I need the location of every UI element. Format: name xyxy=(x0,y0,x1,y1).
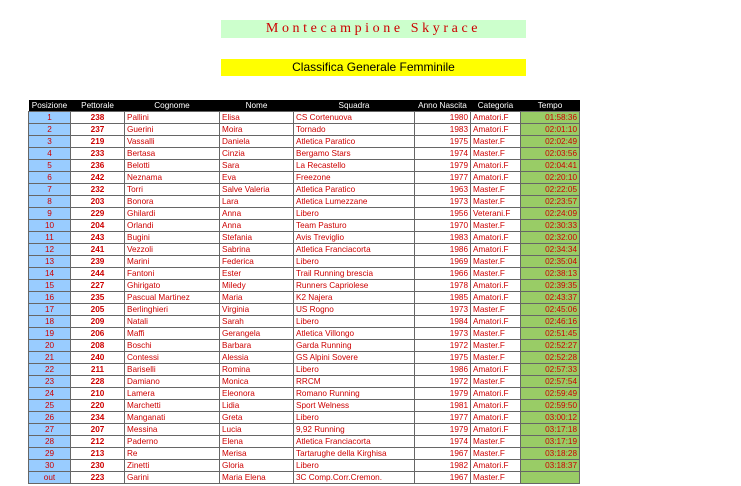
category-cell: Amatori.F xyxy=(471,172,521,184)
name-cell: Sarah xyxy=(220,316,294,328)
time-cell: 02:59:49 xyxy=(521,388,580,400)
position-cell: 5 xyxy=(29,160,71,172)
position-cell: 7 xyxy=(29,184,71,196)
birth-year-cell: 1977 xyxy=(415,172,471,184)
table-row xyxy=(29,292,580,304)
table-row xyxy=(29,472,580,484)
name-cell: Gloria xyxy=(220,460,294,472)
team-cell: Atletica Franciacorta xyxy=(294,244,415,256)
time-cell: 02:24:09 xyxy=(521,208,580,220)
birth-year-cell: 1979 xyxy=(415,424,471,436)
bib-cell: 213 xyxy=(71,448,125,460)
table-row xyxy=(29,244,580,256)
position-cell: 18 xyxy=(29,316,71,328)
birth-year-cell: 1963 xyxy=(415,184,471,196)
position-cell: 21 xyxy=(29,352,71,364)
name-cell: Ester xyxy=(220,268,294,280)
category-cell: Veterani.F xyxy=(471,208,521,220)
birth-year-cell: 1973 xyxy=(415,328,471,340)
time-cell: 03:18:28 xyxy=(521,448,580,460)
bib-cell: 238 xyxy=(71,112,125,124)
surname-cell: Vassalli xyxy=(125,136,220,148)
classification-title: Classifica Generale Femminile xyxy=(221,59,526,76)
surname-cell: Natali xyxy=(125,316,220,328)
col-header-posizione: Posizione xyxy=(29,100,71,112)
birth-year-cell: 1977 xyxy=(415,412,471,424)
name-cell: Maria Elena xyxy=(220,472,294,484)
team-cell: Libero xyxy=(294,316,415,328)
surname-cell: Messina xyxy=(125,424,220,436)
table-row xyxy=(29,280,580,292)
name-cell: Merisa xyxy=(220,448,294,460)
surname-cell: Bugini xyxy=(125,232,220,244)
name-cell: Cinzia xyxy=(220,148,294,160)
team-cell: Bergamo Stars xyxy=(294,148,415,160)
table-row xyxy=(29,208,580,220)
table-row xyxy=(29,160,580,172)
name-cell: Stefania xyxy=(220,232,294,244)
surname-cell: Manganati xyxy=(125,412,220,424)
category-cell: Master.F xyxy=(471,436,521,448)
birth-year-cell: 1979 xyxy=(415,388,471,400)
time-cell: 02:52:27 xyxy=(521,340,580,352)
surname-cell: Contessi xyxy=(125,352,220,364)
race-title: Montecampione Skyrace xyxy=(221,20,526,38)
time-cell: 02:57:33 xyxy=(521,364,580,376)
surname-cell: Bariselli xyxy=(125,364,220,376)
surname-cell: Berlinghieri xyxy=(125,304,220,316)
birth-year-cell: 1970 xyxy=(415,220,471,232)
category-cell: Master.F xyxy=(471,268,521,280)
table-row xyxy=(29,352,580,364)
position-cell: 2 xyxy=(29,124,71,136)
name-cell: Virginia xyxy=(220,304,294,316)
time-cell xyxy=(521,472,580,484)
bib-cell: 241 xyxy=(71,244,125,256)
position-cell: 29 xyxy=(29,448,71,460)
bib-cell: 209 xyxy=(71,316,125,328)
team-cell: Atletica Franciacorta xyxy=(294,436,415,448)
surname-cell: Marini xyxy=(125,256,220,268)
surname-cell: Orlandi xyxy=(125,220,220,232)
surname-cell: Pascual Martinez xyxy=(125,292,220,304)
position-cell: 25 xyxy=(29,400,71,412)
category-cell: Master.F xyxy=(471,376,521,388)
surname-cell: Paderno xyxy=(125,436,220,448)
birth-year-cell: 1975 xyxy=(415,136,471,148)
birth-year-cell: 1975 xyxy=(415,352,471,364)
category-cell: Master.F xyxy=(471,340,521,352)
surname-cell: Lamera xyxy=(125,388,220,400)
name-cell: Eleonora xyxy=(220,388,294,400)
position-cell: 19 xyxy=(29,328,71,340)
position-cell: 28 xyxy=(29,436,71,448)
time-cell: 02:23:57 xyxy=(521,196,580,208)
col-header-pettorale: Pettorale xyxy=(71,100,125,112)
name-cell: Anna xyxy=(220,208,294,220)
category-cell: Master.F xyxy=(471,256,521,268)
category-cell: Amatori.F xyxy=(471,232,521,244)
position-cell: 20 xyxy=(29,340,71,352)
time-cell: 02:38:13 xyxy=(521,268,580,280)
surname-cell: Maffi xyxy=(125,328,220,340)
team-cell: RRCM xyxy=(294,376,415,388)
time-cell: 02:46:16 xyxy=(521,316,580,328)
position-cell: 27 xyxy=(29,424,71,436)
bib-cell: 210 xyxy=(71,388,125,400)
position-cell: 13 xyxy=(29,256,71,268)
team-cell: Atletica Paratico xyxy=(294,184,415,196)
col-header-cognome: Cognome xyxy=(125,100,220,112)
birth-year-cell: 1956 xyxy=(415,208,471,220)
birth-year-cell: 1978 xyxy=(415,280,471,292)
category-cell: Amatori.F xyxy=(471,160,521,172)
position-cell: 9 xyxy=(29,208,71,220)
table-row xyxy=(29,172,580,184)
time-cell: 02:22:05 xyxy=(521,184,580,196)
table-row xyxy=(29,436,580,448)
category-cell: Master.F xyxy=(471,220,521,232)
time-cell: 02:01:10 xyxy=(521,124,580,136)
birth-year-cell: 1974 xyxy=(415,436,471,448)
category-cell: Amatori.F xyxy=(471,316,521,328)
time-cell: 02:35:04 xyxy=(521,256,580,268)
table-row xyxy=(29,340,580,352)
birth-year-cell: 1967 xyxy=(415,472,471,484)
time-cell: 03:00:12 xyxy=(521,412,580,424)
col-header-tempo: Tempo xyxy=(521,100,580,112)
table-row xyxy=(29,460,580,472)
category-cell: Amatori.F xyxy=(471,364,521,376)
name-cell: Sabrina xyxy=(220,244,294,256)
surname-cell: Pallini xyxy=(125,112,220,124)
team-cell: Runners Capriolese xyxy=(294,280,415,292)
name-cell: Eva xyxy=(220,172,294,184)
category-cell: Master.F xyxy=(471,148,521,160)
team-cell: Libero xyxy=(294,412,415,424)
time-cell: 02:32:00 xyxy=(521,232,580,244)
time-cell: 02:02:49 xyxy=(521,136,580,148)
team-cell: Avis Treviglio xyxy=(294,232,415,244)
table-row xyxy=(29,124,580,136)
name-cell: Federica xyxy=(220,256,294,268)
bib-cell: 242 xyxy=(71,172,125,184)
table-row xyxy=(29,400,580,412)
surname-cell: Neznama xyxy=(125,172,220,184)
table-row xyxy=(29,448,580,460)
name-cell: Lucia xyxy=(220,424,294,436)
team-cell: La Recastello xyxy=(294,160,415,172)
time-cell: 01:58:36 xyxy=(521,112,580,124)
team-cell: Libero xyxy=(294,256,415,268)
position-cell: 11 xyxy=(29,232,71,244)
bib-cell: 207 xyxy=(71,424,125,436)
bib-cell: 232 xyxy=(71,184,125,196)
team-cell: Atletica Paratico xyxy=(294,136,415,148)
table-row xyxy=(29,220,580,232)
bib-cell: 203 xyxy=(71,196,125,208)
time-cell: 02:30:33 xyxy=(521,220,580,232)
position-cell: 15 xyxy=(29,280,71,292)
surname-cell: Re xyxy=(125,448,220,460)
bib-cell: 239 xyxy=(71,256,125,268)
position-cell: 14 xyxy=(29,268,71,280)
surname-cell: Belotti xyxy=(125,160,220,172)
surname-cell: Marchetti xyxy=(125,400,220,412)
birth-year-cell: 1974 xyxy=(415,148,471,160)
bib-cell: 234 xyxy=(71,412,125,424)
position-cell: 16 xyxy=(29,292,71,304)
table-row xyxy=(29,268,580,280)
team-cell: GS Alpini Sovere xyxy=(294,352,415,364)
birth-year-cell: 1981 xyxy=(415,400,471,412)
team-cell: Libero xyxy=(294,460,415,472)
birth-year-cell: 1969 xyxy=(415,256,471,268)
birth-year-cell: 1980 xyxy=(415,112,471,124)
category-cell: Master.F xyxy=(471,196,521,208)
results-body xyxy=(29,112,580,484)
team-cell: Libero xyxy=(294,364,415,376)
table-row xyxy=(29,196,580,208)
time-cell: 02:39:35 xyxy=(521,280,580,292)
birth-year-cell: 1986 xyxy=(415,244,471,256)
bib-cell: 223 xyxy=(71,472,125,484)
time-cell: 02:34:34 xyxy=(521,244,580,256)
surname-cell: Boschi xyxy=(125,340,220,352)
table-row xyxy=(29,136,580,148)
bib-cell: 204 xyxy=(71,220,125,232)
table-row xyxy=(29,328,580,340)
name-cell: Alessia xyxy=(220,352,294,364)
bib-cell: 230 xyxy=(71,460,125,472)
bib-cell: 235 xyxy=(71,292,125,304)
surname-cell: Ghirigato xyxy=(125,280,220,292)
bib-cell: 220 xyxy=(71,400,125,412)
team-cell: 9,92 Running xyxy=(294,424,415,436)
table-row xyxy=(29,376,580,388)
category-cell: Amatori.F xyxy=(471,112,521,124)
birth-year-cell: 1979 xyxy=(415,160,471,172)
category-cell: Amatori.F xyxy=(471,424,521,436)
col-header-anno-nascita: Anno Nascita xyxy=(415,100,471,112)
category-cell: Amatori.F xyxy=(471,244,521,256)
team-cell: Garda Running xyxy=(294,340,415,352)
time-cell: 02:59:50 xyxy=(521,400,580,412)
position-cell: 1 xyxy=(29,112,71,124)
bib-cell: 212 xyxy=(71,436,125,448)
name-cell: Salve Valeria xyxy=(220,184,294,196)
bib-cell: 227 xyxy=(71,280,125,292)
name-cell: Romina xyxy=(220,364,294,376)
category-cell: Amatori.F xyxy=(471,388,521,400)
position-cell: 23 xyxy=(29,376,71,388)
col-header-nome: Nome xyxy=(220,100,294,112)
birth-year-cell: 1973 xyxy=(415,304,471,316)
name-cell: Anna xyxy=(220,220,294,232)
time-cell: 03:17:18 xyxy=(521,424,580,436)
table-row xyxy=(29,148,580,160)
position-cell: 4 xyxy=(29,148,71,160)
birth-year-cell: 1967 xyxy=(415,448,471,460)
surname-cell: Bonora xyxy=(125,196,220,208)
position-cell: out xyxy=(29,472,71,484)
time-cell: 02:43:37 xyxy=(521,292,580,304)
name-cell: Gerangela xyxy=(220,328,294,340)
category-cell: Amatori.F xyxy=(471,280,521,292)
table-row xyxy=(29,112,580,124)
col-header-categoria: Categoria xyxy=(471,100,521,112)
category-cell: Master.F xyxy=(471,184,521,196)
bib-cell: 229 xyxy=(71,208,125,220)
surname-cell: Zinetti xyxy=(125,460,220,472)
team-cell: Romano Running xyxy=(294,388,415,400)
birth-year-cell: 1983 xyxy=(415,232,471,244)
name-cell: Elisa xyxy=(220,112,294,124)
category-cell: Master.F xyxy=(471,304,521,316)
surname-cell: Damiano xyxy=(125,376,220,388)
category-cell: Master.F xyxy=(471,328,521,340)
team-cell: 3C Comp.Corr.Cremon. xyxy=(294,472,415,484)
category-cell: Amatori.F xyxy=(471,412,521,424)
bib-cell: 211 xyxy=(71,364,125,376)
results-table xyxy=(28,100,580,484)
name-cell: Barbara xyxy=(220,340,294,352)
team-cell: Atletica Lumezzane xyxy=(294,196,415,208)
birth-year-cell: 1966 xyxy=(415,268,471,280)
bib-cell: 237 xyxy=(71,124,125,136)
surname-cell: Ghilardi xyxy=(125,208,220,220)
birth-year-cell: 1972 xyxy=(415,340,471,352)
name-cell: Greta xyxy=(220,412,294,424)
position-cell: 8 xyxy=(29,196,71,208)
time-cell: 02:03:56 xyxy=(521,148,580,160)
position-cell: 12 xyxy=(29,244,71,256)
category-cell: Master.F xyxy=(471,352,521,364)
table-row xyxy=(29,388,580,400)
surname-cell: Bertasa xyxy=(125,148,220,160)
birth-year-cell: 1983 xyxy=(415,124,471,136)
team-cell: K2 Najera xyxy=(294,292,415,304)
bib-cell: 240 xyxy=(71,352,125,364)
name-cell: Sara xyxy=(220,160,294,172)
name-cell: Miledy xyxy=(220,280,294,292)
bib-cell: 206 xyxy=(71,328,125,340)
position-cell: 22 xyxy=(29,364,71,376)
table-row xyxy=(29,424,580,436)
position-cell: 3 xyxy=(29,136,71,148)
birth-year-cell: 1986 xyxy=(415,364,471,376)
name-cell: Elena xyxy=(220,436,294,448)
position-cell: 6 xyxy=(29,172,71,184)
name-cell: Lidia xyxy=(220,400,294,412)
time-cell: 02:20:10 xyxy=(521,172,580,184)
table-row xyxy=(29,316,580,328)
team-cell: Sport Welness xyxy=(294,400,415,412)
team-cell: Atletica Villongo xyxy=(294,328,415,340)
bib-cell: 236 xyxy=(71,160,125,172)
team-cell: Libero xyxy=(294,208,415,220)
birth-year-cell: 1985 xyxy=(415,292,471,304)
position-cell: 17 xyxy=(29,304,71,316)
birth-year-cell: 1984 xyxy=(415,316,471,328)
name-cell: Moira xyxy=(220,124,294,136)
birth-year-cell: 1972 xyxy=(415,376,471,388)
surname-cell: Guerini xyxy=(125,124,220,136)
time-cell: 03:17:19 xyxy=(521,436,580,448)
birth-year-cell: 1982 xyxy=(415,460,471,472)
team-cell: Team Pasturo xyxy=(294,220,415,232)
category-cell: Amatori.F xyxy=(471,460,521,472)
name-cell: Monica xyxy=(220,376,294,388)
time-cell: 02:52:28 xyxy=(521,352,580,364)
category-cell: Amatori.F xyxy=(471,400,521,412)
bib-cell: 208 xyxy=(71,340,125,352)
table-row xyxy=(29,412,580,424)
category-cell: Amatori.F xyxy=(471,292,521,304)
bib-cell: 228 xyxy=(71,376,125,388)
time-cell: 02:57:54 xyxy=(521,376,580,388)
bib-cell: 233 xyxy=(71,148,125,160)
header-row xyxy=(29,100,580,112)
name-cell: Daniela xyxy=(220,136,294,148)
table-row xyxy=(29,256,580,268)
position-cell: 30 xyxy=(29,460,71,472)
team-cell: Freezone xyxy=(294,172,415,184)
time-cell: 02:45:06 xyxy=(521,304,580,316)
name-cell: Lara xyxy=(220,196,294,208)
surname-cell: Garini xyxy=(125,472,220,484)
bib-cell: 243 xyxy=(71,232,125,244)
bib-cell: 244 xyxy=(71,268,125,280)
team-cell: Trail Running brescia xyxy=(294,268,415,280)
table-row xyxy=(29,304,580,316)
category-cell: Master.F xyxy=(471,472,521,484)
time-cell: 02:04:41 xyxy=(521,160,580,172)
category-cell: Amatori.F xyxy=(471,124,521,136)
birth-year-cell: 1973 xyxy=(415,196,471,208)
position-cell: 24 xyxy=(29,388,71,400)
team-cell: Tartarughe della Kirghisa xyxy=(294,448,415,460)
surname-cell: Fantoni xyxy=(125,268,220,280)
col-header-squadra: Squadra xyxy=(294,100,415,112)
team-cell: US Rogno xyxy=(294,304,415,316)
name-cell: Maria xyxy=(220,292,294,304)
position-cell: 10 xyxy=(29,220,71,232)
time-cell: 03:18:37 xyxy=(521,460,580,472)
surname-cell: Vezzoli xyxy=(125,244,220,256)
table-row xyxy=(29,364,580,376)
category-cell: Master.F xyxy=(471,448,521,460)
category-cell: Master.F xyxy=(471,136,521,148)
bib-cell: 219 xyxy=(71,136,125,148)
position-cell: 26 xyxy=(29,412,71,424)
surname-cell: Torri xyxy=(125,184,220,196)
bib-cell: 205 xyxy=(71,304,125,316)
time-cell: 02:51:45 xyxy=(521,328,580,340)
table-row xyxy=(29,184,580,196)
table-row xyxy=(29,232,580,244)
team-cell: Tornado xyxy=(294,124,415,136)
team-cell: CS Cortenuova xyxy=(294,112,415,124)
